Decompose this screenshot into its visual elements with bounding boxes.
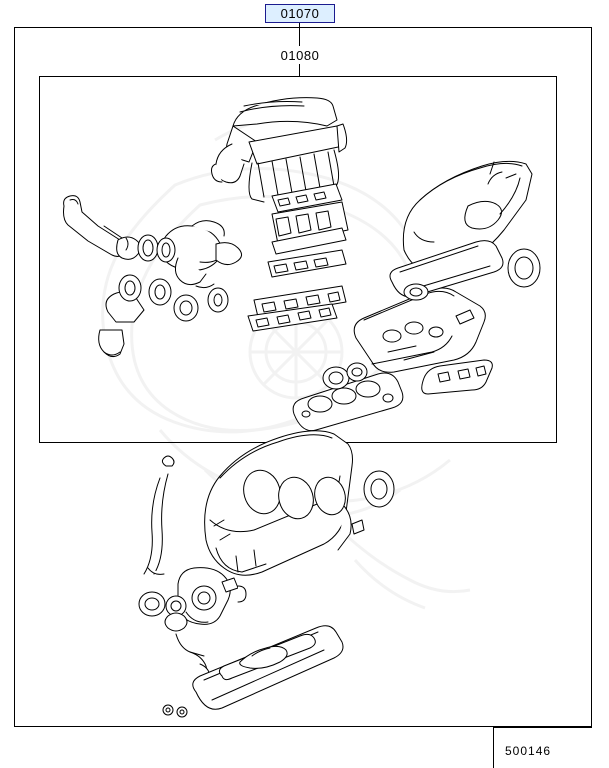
leader-line-top: [299, 23, 300, 46]
diagram-inner-frame: [39, 76, 557, 443]
callout-label-01080[interactable]: 01080: [265, 46, 335, 64]
leader-line-inner: [299, 64, 300, 76]
drawing-number: 500146: [505, 744, 552, 758]
callout-label-01070[interactable]: 01070: [265, 4, 335, 23]
